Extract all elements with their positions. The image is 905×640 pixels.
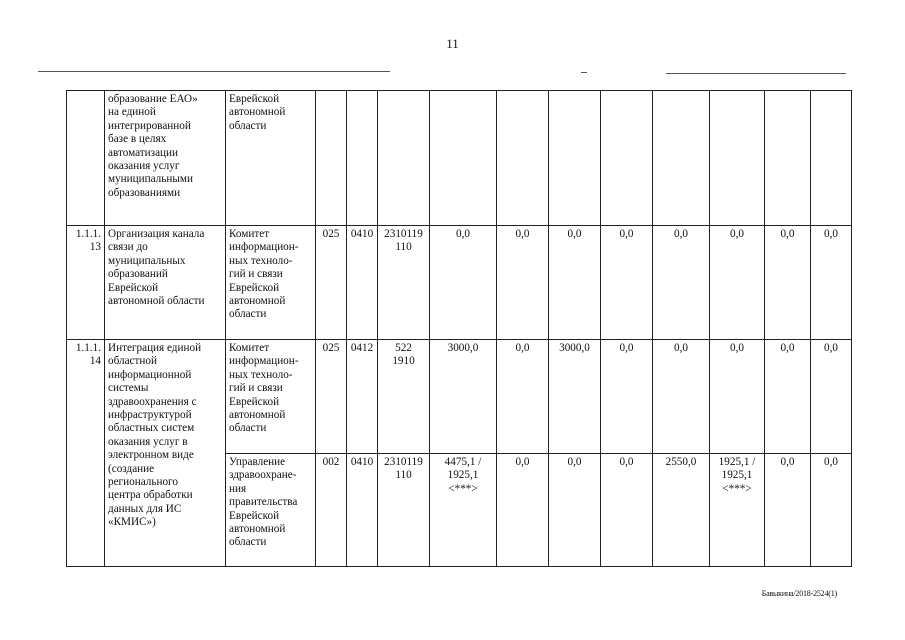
value-cell: 2550,0 — [653, 454, 710, 567]
grbs-code: 025 — [316, 226, 347, 340]
measure-name: Интеграция единой областной информационной системы здравоохранения с инфраструктурой областных систем оказания услуг в электронном виде (создание регионального центра обработки данных для ИС «КМИС») — [105, 340, 226, 567]
table-row — [67, 226, 852, 340]
value-cell: 0,0 — [549, 226, 601, 340]
table-row — [67, 91, 852, 226]
program-measures-table — [66, 90, 852, 567]
header-rule-left — [38, 71, 390, 72]
grbs-code — [316, 91, 347, 226]
value-cell: 0,0 — [765, 454, 811, 567]
value-cell: 0,0 — [710, 340, 765, 454]
value-cell: 0,0 — [765, 226, 811, 340]
csr-code: 522 1910 — [378, 340, 430, 454]
rz-code: 0410 — [347, 226, 378, 340]
value-cell — [811, 91, 852, 226]
value-cell: 4475,1 / 1925,1 <***> — [430, 454, 497, 567]
value-cell: 0,0 — [497, 454, 549, 567]
value-cell — [497, 91, 549, 226]
executor: Комитет информацион- ных техноло- гий и связи Еврейской автономной области — [226, 340, 316, 454]
rz-code: 0410 — [347, 454, 378, 567]
header-rule-right — [666, 73, 846, 74]
value-cell: 0,0 — [601, 226, 653, 340]
value-cell: 0,0 — [601, 340, 653, 454]
value-cell: 1925,1 / 1925,1 <***> — [710, 454, 765, 567]
csr-code — [378, 91, 430, 226]
header-rule-middle — [581, 72, 587, 73]
value-cell: 0,0 — [601, 454, 653, 567]
value-cell — [765, 91, 811, 226]
value-cell: 0,0 — [811, 226, 852, 340]
value-cell — [710, 91, 765, 226]
csr-code: 2310119 110 — [378, 226, 430, 340]
value-cell: 0,0 — [497, 226, 549, 340]
row-number: 1.1.1. 13 — [67, 226, 105, 340]
rz-code — [347, 91, 378, 226]
value-cell: 3000,0 — [430, 340, 497, 454]
executor: Комитет информацион- ных техноло- гий и связи Еврейской автономной области — [226, 226, 316, 340]
row-number — [67, 91, 105, 226]
value-cell: 0,0 — [653, 226, 710, 340]
value-cell: 0,0 — [811, 340, 852, 454]
grbs-code: 002 — [316, 454, 347, 567]
table-row — [67, 340, 852, 454]
value-cell: 0,0 — [430, 226, 497, 340]
value-cell: 0,0 — [811, 454, 852, 567]
measure-name: Организация канала связи до муниципальных образований Еврейской автономной области — [105, 226, 226, 340]
page-number: 11 — [446, 36, 459, 51]
value-cell: 0,0 — [497, 340, 549, 454]
measure-name: образование ЕАО» на единой интегрированной базе в целях автоматизации оказания услуг муниципальными образованиями — [105, 91, 226, 226]
value-cell — [430, 91, 497, 226]
value-cell — [601, 91, 653, 226]
value-cell: 0,0 — [549, 454, 601, 567]
value-cell: 0,0 — [653, 340, 710, 454]
value-cell — [653, 91, 710, 226]
rz-code: 0412 — [347, 340, 378, 454]
value-cell: 0,0 — [765, 340, 811, 454]
value-cell: 0,0 — [710, 226, 765, 340]
grbs-code: 025 — [316, 340, 347, 454]
executor: Управление здравоохране- ния правительства Еврейской автономной области — [226, 454, 316, 567]
value-cell — [549, 91, 601, 226]
document-footer-code: Бавыкина/2018-2524(1) — [761, 589, 837, 598]
row-number: 1.1.1. 14 — [67, 340, 105, 567]
value-cell: 3000,0 — [549, 340, 601, 454]
executor: Еврейской автономной области — [226, 91, 316, 226]
csr-code: 2310119 110 — [378, 454, 430, 567]
